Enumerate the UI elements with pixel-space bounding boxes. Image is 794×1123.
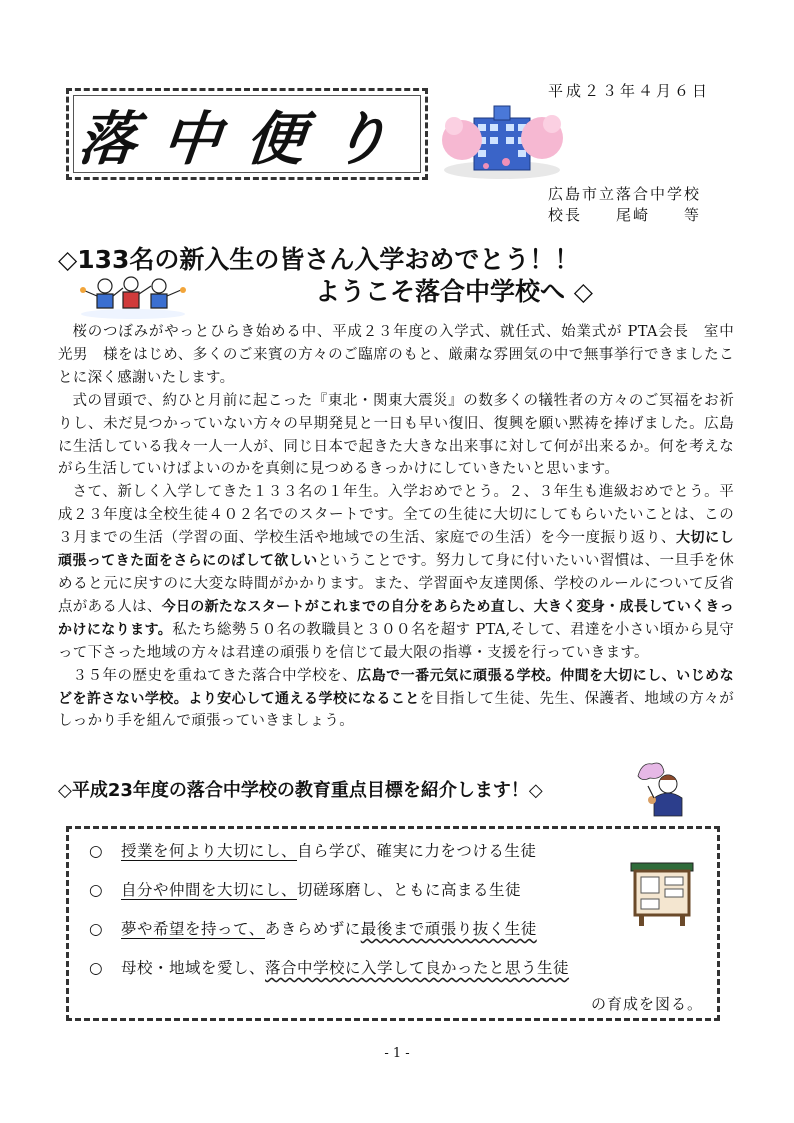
headline-text-2: ようこそ落合中学校へ bbox=[315, 277, 566, 306]
bullet-circle-icon: ○ bbox=[89, 959, 104, 977]
paragraph-2: 式の冒頭で、約ひと月前に起こった『東北・関東大震災』の数多くの犠牲者の方々のご冥福をお祈りし、未だ見つかっていない方々の早期発見と一日も早い復旧、復興を願い黙祷を捧げました。広島に生活している我々一人一人が、同じ日本で起きた大きな出来事に対して何が出来るか。何を考えながら生活していけばよいのかを真剣に見つめるきっかけにしていきたいと思います。 bbox=[58, 392, 734, 478]
goal-item-3: ○ 夢や希望を持って、あきらめずに最後まで頑張り抜く生徒 bbox=[89, 920, 537, 938]
teacher-illustration bbox=[634, 758, 692, 818]
school-name: 広島市立落合中学校 bbox=[548, 185, 702, 203]
paragraph-4: ３５年の歴史を重ねてきた落合中学校を、広島で一番元気に頑張る学校。仲間を大切にし、いじめなどを許さない学校。より安心して通える学校になることを目指して生徒、先生、保護者、地域の方々がしっかり手を組んで頑張っていきましょう。 bbox=[58, 667, 734, 730]
bullet-circle-icon: ○ bbox=[89, 881, 104, 899]
body-article bbox=[58, 321, 749, 733]
headline-text-1: 133名の新入生の皆さん入学おめでとう！！ bbox=[77, 245, 580, 274]
students-illustration bbox=[75, 272, 190, 320]
page-number: - 1 - bbox=[384, 1046, 410, 1061]
issue-date: 平成２３年４月６日 bbox=[548, 82, 711, 100]
headline-line-1 bbox=[58, 240, 579, 276]
school-cherry-blossom-illustration bbox=[440, 100, 565, 180]
paragraph-1: 桜のつぼみがやっとひらき始める中、平成２３年度の入学式、就任式、始業式が PTA会長 室中 光男 様をはじめ、多くのご来賓の方々のご臨席のもと、厳粛な雰囲気の中で無事挙行できましたことに深く感謝いたします。 bbox=[58, 324, 749, 386]
goal-item-4: ○ 母校・地域を愛し、落合中学校に入学して良かったと思う生徒 bbox=[89, 959, 570, 977]
goal-item-2: ○ 自分や仲間を大切にし、切磋琢磨し、ともに高まる生徒 bbox=[89, 881, 522, 899]
diamond-icon: ◇ bbox=[58, 245, 78, 274]
goals-box bbox=[66, 826, 720, 1021]
headline-line-2 bbox=[315, 272, 593, 308]
emphasis-text: 広島で一番元気に頑張る学校。仲間を大切にし、いじめなどを許さない学校。より安心して通える学校になること bbox=[58, 667, 734, 707]
sender-info bbox=[548, 184, 701, 226]
diamond-icon: ◇ bbox=[573, 277, 593, 306]
bullet-circle-icon: ○ bbox=[89, 920, 104, 938]
goals-heading: ◇平成23年度の落合中学校の教育重点目標を紹介します！◇ bbox=[58, 780, 543, 801]
newsletter-title: 落中便り bbox=[74, 105, 419, 173]
principal-name: 校長 尾崎 等 bbox=[548, 206, 702, 224]
notice-board-illustration bbox=[629, 861, 695, 927]
emphasis-text: 大切にし頑張ってきた面をさらにのばして欲しい bbox=[58, 530, 735, 570]
paragraph-3: さて、新しく入学してきた１３３名の１年生。入学おめでとう。２、３年生も進級おめでとう。平成２３年度は全校生徒４０２名でのスタートです。全ての生徒に大切にしてもらいたいことは、この３月までの生活（学習の面、学校生活や地域での生活、家庭での生活）を今一度振り返り、大切にし頑張ってきた面をさらにのばして欲しいということです。努力して身に付いたいい習慣は、一旦手を休めると元に戻すのに大変な時間がかかります。また、学習面や友達関係、学校のルールについて反省点がある人は、今日の新たなスタートがこれまでの自分をあらため直し、大きく変身・成長していくきっかけになります。私たち総勢５０名の教職員と３００名を超す PTA,そして、君達を小さい頃から見守って下さった地域の方々は君達の頑張りを信じて最大限の指導・支援を行っていきます。 bbox=[58, 484, 735, 661]
goals-closing: の育成を図る。 bbox=[590, 995, 703, 1013]
emphasis-text: 今日の新たなスタートがこれまでの自分をあらため直し、大きく変身・成長していくきっかけになります。 bbox=[58, 598, 735, 638]
bullet-circle-icon: ○ bbox=[89, 842, 104, 860]
goal-item-1: ○ 授業を何より大切にし、自ら学び、確実に力をつける生徒 bbox=[89, 842, 537, 860]
newsletter-title-frame bbox=[66, 88, 428, 180]
